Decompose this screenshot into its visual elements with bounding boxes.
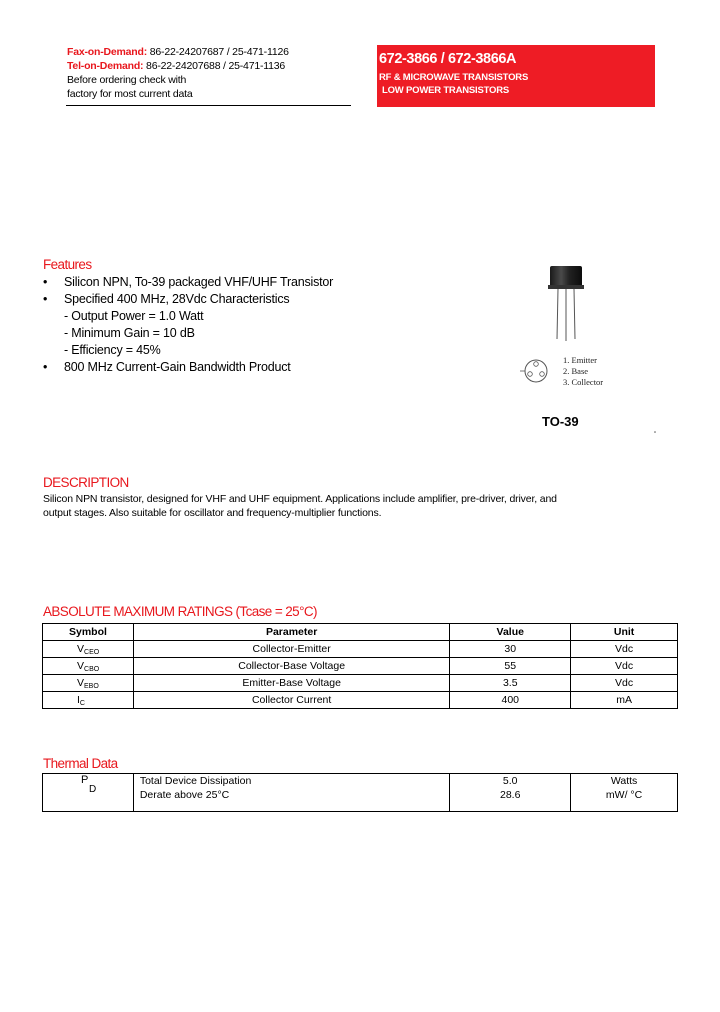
symbol: V [77,659,85,672]
title-line-1: RF & MICROWAVE TRANSISTORS [379,72,529,83]
parameter-cell: Collector Current [133,692,449,709]
table-row [43,774,678,812]
column-header-parameter: Parameter [133,624,449,641]
thermal-parameter-cell [133,774,450,812]
value-cell: 55 [450,658,571,675]
description-line: Silicon NPN transistor, designed for VHF and UHF equipment. Applications include amplifier, pre-driver, driver, and [43,493,557,505]
ordering-note-2: factory for most current data [67,88,193,100]
symbol-cell [43,692,134,709]
pin-labels [563,355,603,388]
pin-label: 2. Base [563,366,589,376]
bullet: • [43,292,48,306]
unit-line: Watts [610,775,638,787]
unit-cell: Vdc [571,675,678,692]
parameter-line: Total Device Dissipation [139,775,252,787]
parameter-cell: Collector-Emitter [133,641,449,658]
table-header-row [43,624,678,641]
fax-label: Fax-on-Demand: [67,46,148,58]
value-cell: 400 [450,692,571,709]
parameter-line: Derate above 25°C [139,789,230,801]
tel-numbers: 86-22-24207688 / 25-471-1136 [143,60,286,72]
symbol-subscript: EBO [84,682,99,690]
contact-block [67,45,289,101]
parameter-cell: Collector-Base Voltage [133,658,449,675]
parameter-cell: Emitter-Base Voltage [133,675,449,692]
thermal-table [42,773,678,812]
pin-diagram [520,360,547,382]
symbol-subscript: C [79,699,85,707]
features-heading: Features [43,257,92,272]
pin-label: 1. Emitter [563,355,597,365]
symbol: V [77,642,85,655]
title-line-2: LOW POWER TRANSISTORS [382,85,510,96]
fax-numbers: 86-22-24207687 / 25-471-1126 [147,46,289,58]
description-heading: DESCRIPTION [43,475,129,490]
tel-line [67,59,289,73]
column-header-symbol: Symbol [43,624,134,641]
bullet: • [43,275,48,289]
symbol-subscript: CEO [84,648,100,656]
symbol: V [77,676,85,689]
table-row [43,692,678,709]
bullet: • [43,360,48,374]
value-cell: 3.5 [450,675,571,692]
table-row [43,641,678,658]
feature-text: Silicon NPN, To-39 packaged VHF/UHF Transistor [64,275,334,289]
header-divider [66,105,351,106]
thermal-unit-cell [571,774,678,812]
ordering-note-1: Before ordering check with [67,74,187,86]
symbol-cell [43,675,134,692]
pin-label: 3. Collector [563,377,604,387]
value-line: 28.6 [500,789,521,801]
description-line: output stages. Also suitable for oscillator and frequency-multiplier functions. [43,507,382,519]
symbol: P [81,774,89,786]
feature-text: Specified 400 MHz, 28Vdc Characteristics [64,292,290,306]
package-caption: TO-39 [542,414,579,429]
tel-label: Tel-on-Demand: [67,60,144,72]
max-ratings-heading: ABSOLUTE MAXIMUM RATINGS (Tcase = 25°C) [43,604,317,619]
feature-text: 800 MHz Current-Gain Bandwidth Product [64,360,291,374]
value-line: 5.0 [502,775,518,787]
part-numbers: 672-3866 / 672-3866A [379,51,517,67]
table-row [43,658,678,675]
symbol-subscript: D [89,784,97,795]
column-header-unit: Unit [571,624,678,641]
feature-sub-text: - Output Power = 1.0 Watt [64,309,204,323]
symbol-cell [43,641,134,658]
unit-cell: Vdc [571,658,678,675]
thermal-heading: Thermal Data [43,756,118,771]
value-cell: 30 [450,641,571,658]
thermal-symbol-cell [43,774,134,812]
symbol-subscript: CBO [84,665,100,673]
column-header-value: Value [450,624,571,641]
transistor-body [548,266,584,341]
symbol: I [77,693,80,706]
max-ratings-table [42,623,678,709]
table-row [43,675,678,692]
speck [654,431,656,433]
fax-line [67,45,289,59]
description-text [43,492,557,520]
unit-cell: Vdc [571,641,678,658]
unit-line: mW/ °C [605,789,643,801]
symbol-cell [43,658,134,675]
to39-package-illustration [515,262,665,437]
title-box [377,45,655,107]
thermal-value-cell [450,774,571,812]
feature-sub-text: - Minimum Gain = 10 dB [64,326,195,340]
feature-sub-text: - Efficiency = 45% [64,343,161,357]
unit-cell: mA [571,692,678,709]
